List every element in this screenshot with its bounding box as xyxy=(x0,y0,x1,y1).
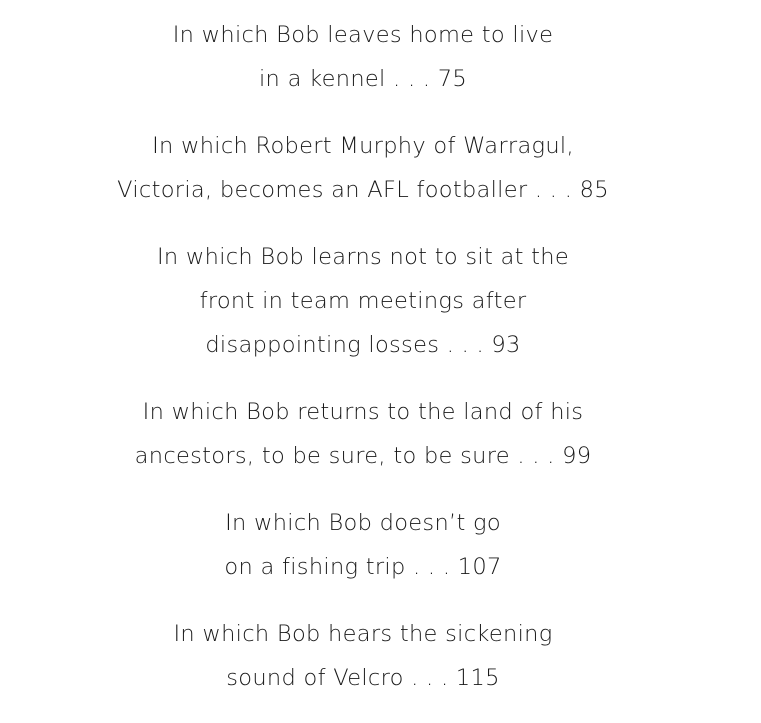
toc-entry-line: In which Bob returns to the land of his xyxy=(142,399,584,425)
toc-entry-line: In which Bob hears the sickening xyxy=(173,621,553,647)
toc-entry-line: sound of Velcro . . . 115 xyxy=(226,665,500,691)
toc-entry-line: In which Bob doesn’t go xyxy=(225,510,501,536)
toc-entry-land-of-ancestors xyxy=(0,390,726,478)
toc-entry-line: Victoria, becomes an AFL footballer . . . 85 xyxy=(117,177,609,203)
toc-entry-line: front in team meetings after xyxy=(199,288,527,314)
toc-entry-line: In which Bob learns not to sit at the xyxy=(156,244,570,270)
toc-entry-line: In which Bob leaves home to live xyxy=(172,22,554,48)
table-of-contents xyxy=(0,13,726,723)
toc-entry-team-meetings xyxy=(0,235,726,367)
toc-entry-line: disappointing losses . . . 93 xyxy=(205,332,521,358)
toc-entry-line: ancestors, to be sure, to be sure . . . 99 xyxy=(134,443,592,469)
toc-entry-afl-footballer xyxy=(0,124,726,212)
toc-entry-leaves-home xyxy=(0,13,726,101)
toc-entry-fishing-trip xyxy=(0,501,726,589)
toc-entry-line: in a kennel . . . 75 xyxy=(259,66,467,92)
toc-entry-velcro xyxy=(0,612,726,700)
toc-entry-line: on a fishing trip . . . 107 xyxy=(224,554,502,580)
toc-entry-line: In which Robert Murphy of Warragul, xyxy=(152,133,574,159)
